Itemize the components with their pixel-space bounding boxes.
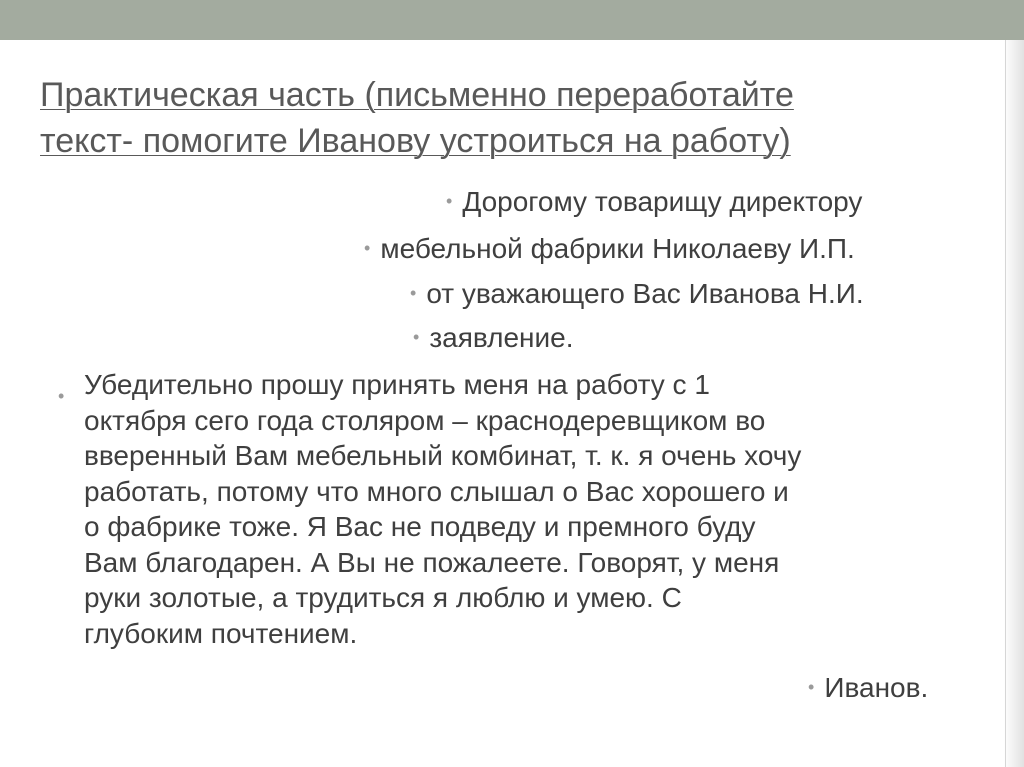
signature: Иванов. bbox=[824, 672, 929, 703]
bullet-icon: • bbox=[58, 386, 65, 406]
address-line-1-text: Дорогому товарищу директору bbox=[462, 186, 863, 217]
body-line: октября сего года столяром – краснодеревщиком во bbox=[84, 404, 766, 436]
address-line-4 bbox=[413, 321, 573, 357]
body-line: Вам благодарен. А Вы не пожалеете. Говорят, у меня bbox=[84, 546, 780, 578]
body-line: Убедительно прошу принять меня на работу с 1 bbox=[84, 369, 710, 400]
bullet-icon: • bbox=[808, 676, 815, 697]
address-line-2-text: мебельной фабрики Николаеву И.П. bbox=[380, 233, 855, 264]
body-line: руки золотые, а трудиться я люблю и умею. С bbox=[84, 582, 682, 613]
body-line: вверенный Вам мебельный комбинат, т. к. я очень хочу bbox=[84, 440, 802, 471]
body-line: глубоким почтением. bbox=[84, 617, 358, 649]
address-line-2 bbox=[364, 232, 855, 268]
bullet-icon: • bbox=[413, 326, 420, 347]
page-edge-line bbox=[1005, 40, 1006, 767]
bullet-icon: • bbox=[446, 190, 453, 211]
bullet-icon: • bbox=[364, 237, 371, 258]
address-line-1 bbox=[446, 185, 862, 221]
address-line-3-text: от уважающего Вас Иванова Н.И. bbox=[426, 278, 864, 309]
bullet-icon: • bbox=[410, 282, 417, 303]
page-edge-shadow bbox=[1004, 40, 1024, 767]
signature-line bbox=[808, 671, 928, 707]
slide-title-line-2: текст- помогите Иванову устроиться на работу) bbox=[40, 122, 791, 160]
slide-title bbox=[40, 72, 980, 164]
top-band bbox=[0, 0, 1024, 40]
body-line: работать, потому что много слышал о Вас хорошего и bbox=[84, 475, 789, 507]
address-line-4-text: заявление. bbox=[429, 322, 574, 353]
body-text bbox=[84, 367, 978, 651]
address-line-3 bbox=[410, 277, 864, 313]
body-line: о фабрике тоже. Я Вас не подведу и премного буду bbox=[84, 511, 756, 542]
slide-title-line-1: Практическая часть (письменно переработайте bbox=[40, 76, 794, 114]
body-paragraph bbox=[58, 367, 978, 651]
